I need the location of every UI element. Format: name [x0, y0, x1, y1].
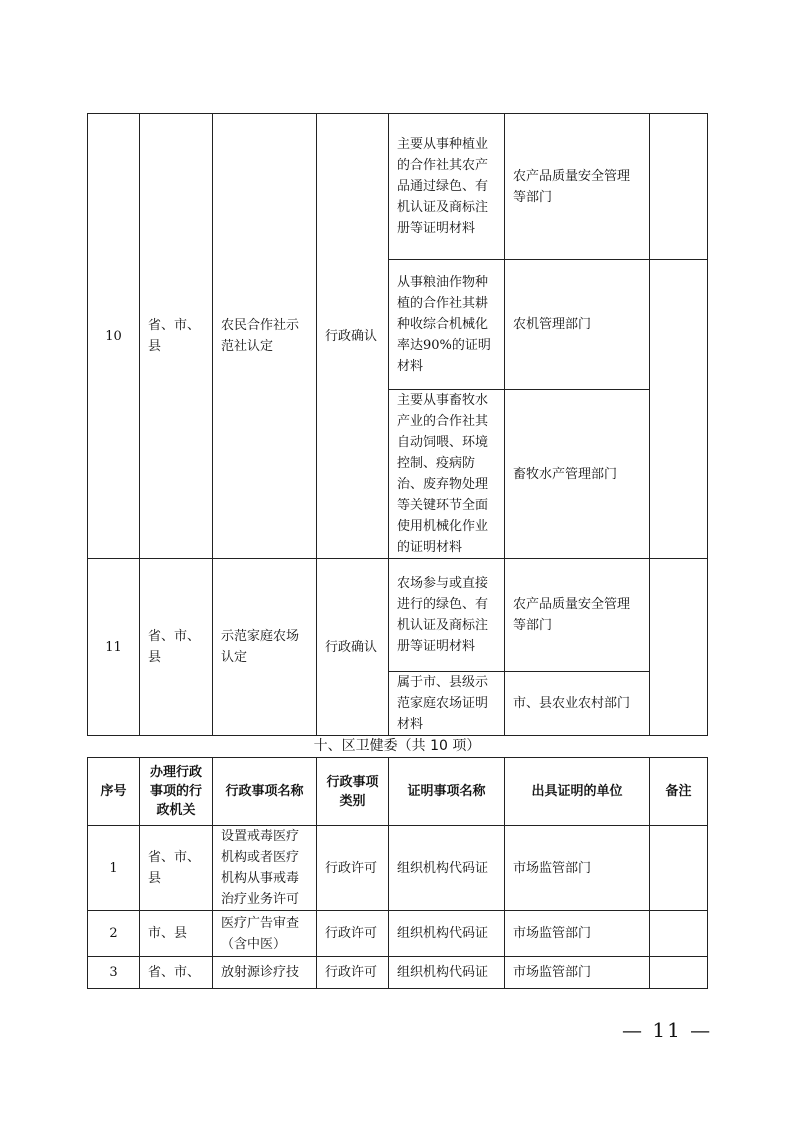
- section-title: 十、区卫健委（共 10 项）: [313, 738, 481, 754]
- cert-name-cell: 组织机构代码证: [389, 957, 505, 989]
- header-category: 行政事项类别: [317, 758, 389, 826]
- authority-cell: 市、县: [140, 911, 213, 957]
- note-cell: [650, 559, 708, 736]
- matter-table-continued: [87, 113, 708, 736]
- matter-name-cell: 农民合作社示范社认定: [213, 114, 317, 559]
- matter-name-cell: 设置戒毒医疗机构或者医疗机构从事戒毒治疗业务许可: [213, 826, 317, 911]
- seq-cell: 11: [88, 559, 140, 736]
- authority-cell: 省、市、县: [140, 559, 213, 736]
- table-row: [88, 826, 708, 911]
- table-header-row: [88, 758, 708, 826]
- header-issuer: 出具证明的单位: [505, 758, 650, 826]
- cert-name-cell: 组织机构代码证: [389, 826, 505, 911]
- table-row: [88, 114, 708, 260]
- cert-name-cell: 主要从事种植业的合作社其农产品通过绿色、有机认证及商标注册等证明材料: [389, 114, 505, 260]
- cert-name-cell: 从事粮油作物种植的合作社其耕种收综合机械化率达90%的证明材料: [389, 260, 505, 390]
- note-cell: [650, 957, 708, 989]
- cert-name-cell: 属于市、县级示范家庭农场证明材料: [389, 672, 505, 736]
- issuer-cell: 市场监管部门: [505, 911, 650, 957]
- seq-cell: 2: [88, 911, 140, 957]
- issuer-cell: 市、县农业农村部门: [505, 672, 650, 736]
- category-cell: 行政许可: [317, 826, 389, 911]
- matter-name-cell: 放射源诊疗技: [213, 957, 317, 989]
- cert-name-cell: 农场参与或直接进行的绿色、有机认证及商标注册等证明材料: [389, 559, 505, 672]
- seq-cell: 10: [88, 114, 140, 559]
- table-row: [88, 957, 708, 989]
- authority-cell: 省、市、县: [140, 114, 213, 559]
- page-number: — 11 —: [622, 1018, 713, 1042]
- note-cell: [650, 260, 708, 559]
- note-cell: [650, 114, 708, 260]
- issuer-cell: 畜牧水产管理部门: [505, 390, 650, 559]
- issuer-cell: 农产品质量安全管理等部门: [505, 114, 650, 260]
- header-authority: 办理行政事项的行政机关: [140, 758, 213, 826]
- matter-name-cell: 示范家庭农场认定: [213, 559, 317, 736]
- authority-cell: 省、市、县: [140, 826, 213, 911]
- issuer-cell: 市场监管部门: [505, 826, 650, 911]
- category-cell: 行政许可: [317, 957, 389, 989]
- table-row: [88, 911, 708, 957]
- note-cell: [650, 911, 708, 957]
- category-cell: 行政许可: [317, 911, 389, 957]
- issuer-cell: 农产品质量安全管理等部门: [505, 559, 650, 672]
- header-note: 备注: [650, 758, 708, 826]
- table-row: [88, 559, 708, 672]
- header-cert: 证明事项名称: [389, 758, 505, 826]
- category-cell: 行政确认: [317, 559, 389, 736]
- seq-cell: 1: [88, 826, 140, 911]
- header-matter: 行政事项名称: [213, 758, 317, 826]
- health-commission-table: [87, 757, 708, 989]
- header-seq: 序号: [88, 758, 140, 826]
- authority-cell: 省、市、: [140, 957, 213, 989]
- cert-name-cell: 组织机构代码证: [389, 911, 505, 957]
- seq-cell: 3: [88, 957, 140, 989]
- category-cell: 行政确认: [317, 114, 389, 559]
- note-cell: [650, 826, 708, 911]
- cert-name-cell: 主要从事畜牧水产业的合作社其自动饲喂、环境控制、疫病防治、废弃物处理等关键环节全面使用机械化作业的证明材料: [389, 390, 505, 559]
- matter-name-cell: 医疗广告审查（含中医）: [213, 911, 317, 957]
- issuer-cell: 市场监管部门: [505, 957, 650, 989]
- issuer-cell: 农机管理部门: [505, 260, 650, 390]
